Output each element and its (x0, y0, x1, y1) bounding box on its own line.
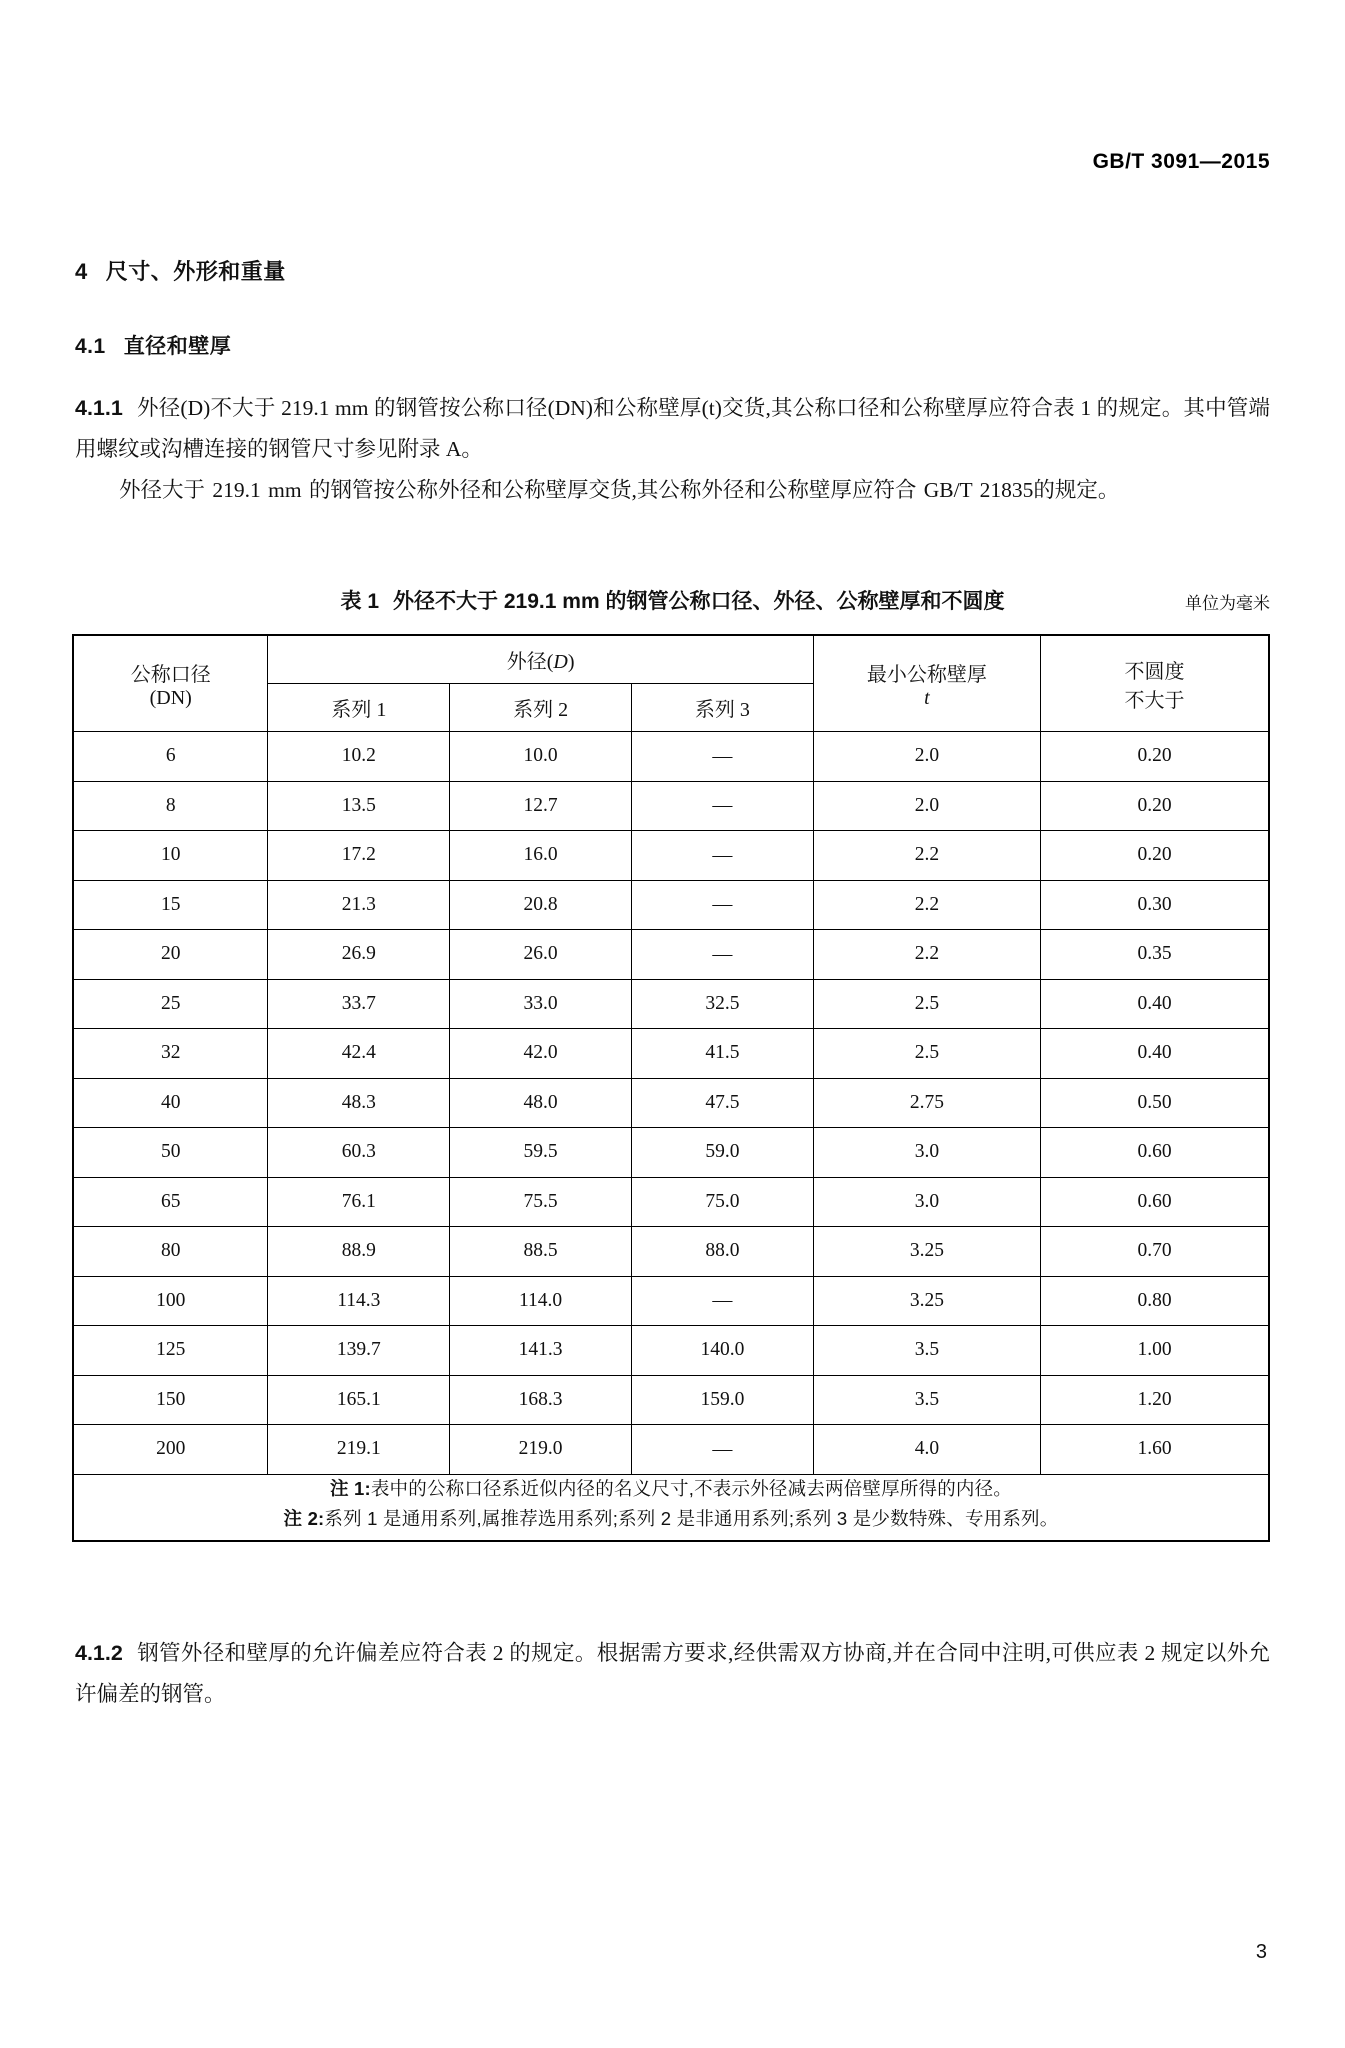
paragraph-4-1-1-continued (75, 470, 1270, 511)
cell-ovality: 0.80 (1041, 1276, 1269, 1326)
cell-series-1: 13.5 (268, 781, 450, 831)
table-1-body (73, 732, 1269, 1475)
cell-dn: 25 (73, 979, 268, 1029)
cell-series-2: 33.0 (450, 979, 632, 1029)
cell-dn: 50 (73, 1128, 268, 1178)
cell-series-2: 42.0 (450, 1029, 632, 1079)
cell-series-2: 141.3 (450, 1326, 632, 1376)
cell-dn: 6 (73, 732, 268, 782)
cell-series-3: — (632, 831, 814, 881)
cell-series-1: 165.1 (268, 1375, 450, 1425)
table-row (73, 1276, 1269, 1326)
cell-series-2: 88.5 (450, 1227, 632, 1277)
cell-ovality: 0.70 (1041, 1227, 1269, 1277)
cell-series-2: 168.3 (450, 1375, 632, 1425)
cell-dn: 65 (73, 1177, 268, 1227)
table-1-label: 表 1 (340, 590, 380, 613)
paragraph-4-1-1-line-1: 外径大于 219.1 mm 的钢管按公称外径和公称壁厚交货,其公称外径和公称壁厚应符合 (119, 478, 917, 502)
cell-series-1: 10.2 (268, 732, 450, 782)
cell-dn: 200 (73, 1425, 268, 1475)
header-series-3: 系列 3 (632, 684, 814, 732)
header-min-wall-line1: 最小公称壁厚 (866, 663, 987, 686)
cell-ovality: 0.60 (1041, 1177, 1269, 1227)
cell-series-3: — (632, 930, 814, 980)
cell-ovality: 1.60 (1041, 1425, 1269, 1475)
table-note-2-text: 系列 1 是通用系列,属推荐选用系列;系列 2 是非通用系列;系列 3 是少数特殊、专用系列。 (324, 1507, 1059, 1529)
cell-min-wall: 2.2 (813, 880, 1040, 930)
cell-series-1: 219.1 (268, 1425, 450, 1475)
header-outside-diameter-group (268, 635, 813, 684)
cell-dn: 80 (73, 1227, 268, 1277)
table-header-row-1 (73, 635, 1269, 684)
table-row (73, 1227, 1269, 1277)
table-1-notes (73, 1474, 1269, 1541)
table-row (73, 1425, 1269, 1475)
section-heading-4 (75, 255, 286, 286)
cell-series-2: 48.0 (450, 1078, 632, 1128)
section-title-4-1: 直径和壁厚 (123, 335, 232, 358)
table-note-1-label: 注 1: (329, 1477, 371, 1499)
table-note-2 (73, 1503, 1269, 1541)
cell-series-3: 88.0 (632, 1227, 814, 1277)
table-note-row-2 (73, 1503, 1269, 1541)
cell-series-1: 76.1 (268, 1177, 450, 1227)
cell-series-3: — (632, 732, 814, 782)
table-row (73, 880, 1269, 930)
header-nominal-diameter-line1: 公称口径 (130, 663, 211, 686)
cell-series-2: 59.5 (450, 1128, 632, 1178)
paragraph-4-1-2-line-1: 钢管外径和壁厚的允许偏差应符合表 2 的规定。根据需方要求,经供需双方协商,并在合同中 (136, 1641, 1002, 1665)
cell-series-1: 33.7 (268, 979, 450, 1029)
cell-dn: 8 (73, 781, 268, 831)
cell-min-wall: 3.0 (813, 1177, 1040, 1227)
header-nominal-diameter-line2: (DN) (149, 686, 192, 709)
cell-series-3: — (632, 880, 814, 930)
cell-min-wall: 2.2 (813, 831, 1040, 881)
cell-min-wall: 3.25 (813, 1276, 1040, 1326)
table-row (73, 831, 1269, 881)
cell-min-wall: 4.0 (813, 1425, 1040, 1475)
cell-series-2: 12.7 (450, 781, 632, 831)
cell-series-1: 114.3 (268, 1276, 450, 1326)
cell-ovality: 0.40 (1041, 1029, 1269, 1079)
cell-series-3: — (632, 1425, 814, 1475)
cell-series-3: 47.5 (632, 1078, 814, 1128)
cell-dn: 10 (73, 831, 268, 881)
table-row (73, 781, 1269, 831)
table-1-wrapper (72, 634, 1270, 1542)
cell-dn: 150 (73, 1375, 268, 1425)
cell-series-1: 21.3 (268, 880, 450, 930)
table-row (73, 979, 1269, 1029)
cell-series-2: 16.0 (450, 831, 632, 881)
paragraph-label-4-1-1: 4.1.1 (75, 396, 123, 420)
header-symbol-D: D (553, 651, 568, 673)
cell-ovality: 0.20 (1041, 781, 1269, 831)
cell-dn: 40 (73, 1078, 268, 1128)
cell-series-2: 219.0 (450, 1425, 632, 1475)
table-1-title: 外径不大于 219.1 mm 的钢管公称口径、外径、公称壁厚和不圆度 (393, 590, 1005, 613)
section-number-4: 4 (75, 259, 88, 284)
cell-min-wall: 2.5 (813, 979, 1040, 1029)
cell-min-wall: 3.0 (813, 1128, 1040, 1178)
table-row (73, 1177, 1269, 1227)
cell-ovality: 1.00 (1041, 1326, 1269, 1376)
header-min-wall-thickness (813, 635, 1040, 732)
running-header-standard-number: GB/T 3091—2015 (1092, 150, 1270, 173)
paragraph-4-1-2-line-2: 注明,可供应表 2 规定以外允许偏差的钢管。 (75, 1641, 1270, 1706)
table-row (73, 1029, 1269, 1079)
table-note-1 (73, 1474, 1269, 1503)
cell-series-3: 59.0 (632, 1128, 814, 1178)
cell-min-wall: 2.5 (813, 1029, 1040, 1079)
cell-min-wall: 3.5 (813, 1326, 1040, 1376)
page-number: 3 (1255, 1941, 1267, 1963)
header-outside-diameter-label: 外径(D) (506, 651, 575, 673)
table-1-caption (0, 585, 1345, 615)
cell-dn: 100 (73, 1276, 268, 1326)
cell-series-2: 10.0 (450, 732, 632, 782)
cell-series-1: 60.3 (268, 1128, 450, 1178)
table-row (73, 1078, 1269, 1128)
section-heading-4-1 (75, 330, 231, 360)
cell-ovality: 0.50 (1041, 1078, 1269, 1128)
cell-ovality: 0.30 (1041, 880, 1269, 930)
cell-series-1: 42.4 (268, 1029, 450, 1079)
header-ovality-line1: 不圆度 (1124, 660, 1185, 683)
cell-ovality: 0.60 (1041, 1128, 1269, 1178)
cell-series-3: 75.0 (632, 1177, 814, 1227)
section-title-4: 尺寸、外形和重量 (105, 259, 286, 284)
table-row (73, 1128, 1269, 1178)
cell-dn: 32 (73, 1029, 268, 1079)
cell-series-1: 26.9 (268, 930, 450, 980)
table-1-unit-note: 单位为毫米 (1185, 594, 1270, 613)
cell-min-wall: 3.25 (813, 1227, 1040, 1277)
cell-series-2: 114.0 (450, 1276, 632, 1326)
table-row (73, 1326, 1269, 1376)
header-ovality-line2: 不大于 (1124, 689, 1185, 712)
cell-series-3: 159.0 (632, 1375, 814, 1425)
paragraph-4-1-2 (75, 1633, 1270, 1715)
cell-min-wall: 3.5 (813, 1375, 1040, 1425)
cell-min-wall: 2.0 (813, 781, 1040, 831)
cell-ovality: 0.20 (1041, 831, 1269, 881)
table-row (73, 1375, 1269, 1425)
cell-series-3: — (632, 1276, 814, 1326)
cell-dn: 20 (73, 930, 268, 980)
section-number-4-1: 4.1 (75, 335, 106, 358)
paragraph-4-1-1 (75, 388, 1270, 470)
table-note-2-label: 注 2: (283, 1507, 325, 1529)
cell-ovality: 0.20 (1041, 732, 1269, 782)
cell-dn: 15 (73, 880, 268, 930)
table-1 (72, 634, 1270, 1542)
header-series-1: 系列 1 (268, 684, 450, 732)
paragraph-4-1-1-line-2: GB/T 21835的规定。 (923, 478, 1120, 502)
header-nominal-diameter (73, 635, 268, 732)
cell-min-wall: 2.2 (813, 930, 1040, 980)
cell-series-3: 41.5 (632, 1029, 814, 1079)
header-min-wall-symbol-t: t (924, 686, 930, 709)
table-row (73, 732, 1269, 782)
cell-series-3: 140.0 (632, 1326, 814, 1376)
paragraph-4-1-1-text: 外径(D)不大于 219.1 mm 的钢管按公称口径(DN)和公称壁厚(t)交货,其公称口径和公称壁厚应符合表 1 的规定。其中管端用螺纹或沟槽连接的钢管尺寸参见附录 A。 (75, 396, 1270, 461)
cell-series-1: 88.9 (268, 1227, 450, 1277)
cell-series-2: 20.8 (450, 880, 632, 930)
cell-series-3: — (632, 781, 814, 831)
header-ovality (1041, 635, 1269, 732)
header-series-2: 系列 2 (450, 684, 632, 732)
cell-ovality: 0.35 (1041, 930, 1269, 980)
cell-series-3: 32.5 (632, 979, 814, 1029)
cell-min-wall: 2.0 (813, 732, 1040, 782)
cell-ovality: 0.40 (1041, 979, 1269, 1029)
table-note-row-1 (73, 1474, 1269, 1503)
table-row (73, 930, 1269, 980)
table-note-1-text: 表中的公称口径系近似内径的名义尺寸,不表示外径减去两倍壁厚所得的内径。 (370, 1477, 1013, 1499)
cell-min-wall: 2.75 (813, 1078, 1040, 1128)
cell-series-1: 17.2 (268, 831, 450, 881)
cell-series-1: 139.7 (268, 1326, 450, 1376)
cell-series-2: 26.0 (450, 930, 632, 980)
cell-ovality: 1.20 (1041, 1375, 1269, 1425)
paragraph-label-4-1-2: 4.1.2 (75, 1641, 123, 1665)
cell-dn: 125 (73, 1326, 268, 1376)
cell-series-2: 75.5 (450, 1177, 632, 1227)
table-1-head (73, 635, 1269, 732)
cell-series-1: 48.3 (268, 1078, 450, 1128)
